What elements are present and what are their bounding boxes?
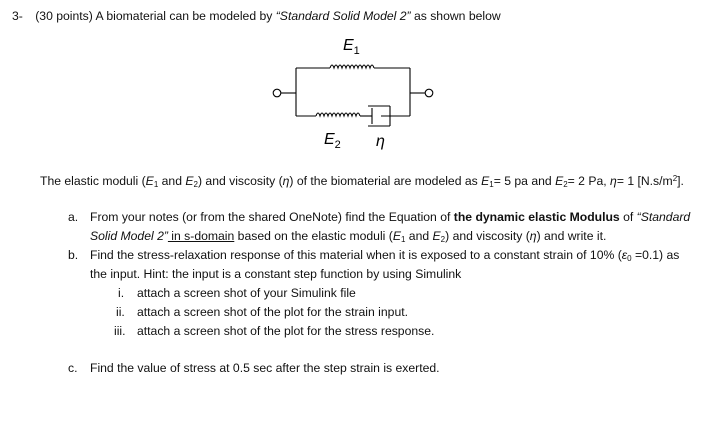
intro-paragraph [40,174,684,189]
subitem-i-marker: i. [118,286,125,300]
subitem-iii-marker: iii. [114,324,126,338]
item-a-underlined: in s-domain [167,229,235,243]
item-b-text: =0.1) as [631,248,680,262]
question-heading-tail: as shown below [410,9,501,23]
item-a-line1 [90,210,690,224]
intro-text: = 5 pa and [493,174,556,188]
item-a-marker: a. [68,210,79,224]
sym-e1: E [392,229,401,243]
subitem-ii-marker: ii. [116,305,125,319]
label-e1: $E_1$ [343,37,360,57]
intro-text: ) and viscosity ( [197,174,283,188]
intro-text: ) of the biomaterial are modeled as [289,174,482,188]
sym-eta: η [610,174,617,188]
sym-eta: η [529,229,537,243]
item-a-italic: “Standard [636,210,691,224]
sym-e2-sub: 2 [563,180,568,189]
intro-text: ]. [677,174,684,188]
left-terminal [273,89,281,97]
sym-e1-sub: 1 [153,180,159,189]
sym-e1-sub: 1 [400,235,406,244]
sym-e2: E [432,229,441,243]
sym-e2-sub: 2 [440,235,446,244]
label-e2: $E_2$ [324,131,341,151]
intro-text: = 1 [N.s/m [616,174,673,188]
item-c-marker: c. [68,361,78,375]
intro-text: = 2 Pa, [567,174,611,188]
item-b-marker: b. [68,248,79,262]
item-a-text: and [405,229,433,243]
question-heading-text: (30 points) A biomaterial can be modeled by [35,9,276,23]
intro-text: and [158,174,186,188]
intro-text: The elastic moduli ( [40,174,146,188]
sym-e1-sub: 1 [489,180,494,189]
subitem-ii-text: attach a screen shot of the plot for the strain input. [137,305,408,319]
right-terminal [425,89,433,97]
question-number: 3- [12,9,23,23]
superscript-2: 2 [672,174,678,183]
subitem-iii-text: attach a screen shot of the plot for the stress response. [137,324,435,338]
sym-e1: E [481,174,490,188]
item-a-text: From your notes (or from the shared OneNote) find the Equation of [90,210,454,224]
sym-e1: E [145,174,154,188]
item-c-text: Find the value of stress at 0.5 sec after the step strain is exerted. [90,361,440,375]
spring-e1 [330,65,374,68]
label-eta: η [376,133,385,150]
sym-epsilon: ε [621,248,628,262]
item-a-italic: Solid Model 2” [90,229,168,243]
sym-e2-sub: 2 [193,180,198,189]
subitem-i-text: attach a screen shot of your Simulink file [137,286,356,300]
item-a-text: ) and viscosity ( [445,229,530,243]
item-b-text: Find the stress-relaxation response of this material when it is exposed to a constant strain of 10% ( [90,248,622,262]
item-a-bold: the dynamic elastic Modulus [453,210,620,224]
item-a-line2 [90,229,606,244]
sym-eta: η [282,174,290,188]
model-name: “Standard Solid Model 2” [275,9,411,23]
item-a-text: of [619,210,637,224]
item-b-line2: the input. Hint: the input is a constant step function by using Simulink [90,267,462,281]
item-a-text: ) and write it. [536,229,607,243]
sym-e2: E [185,174,194,188]
sym-epsilon-sub: 0 [627,254,632,263]
sym-e2: E [555,174,564,188]
item-a-text: based on the elastic moduli ( [234,229,393,243]
spring-e2 [316,113,360,116]
item-b-line1 [90,248,679,263]
standard-solid-model-diagram [0,0,712,170]
